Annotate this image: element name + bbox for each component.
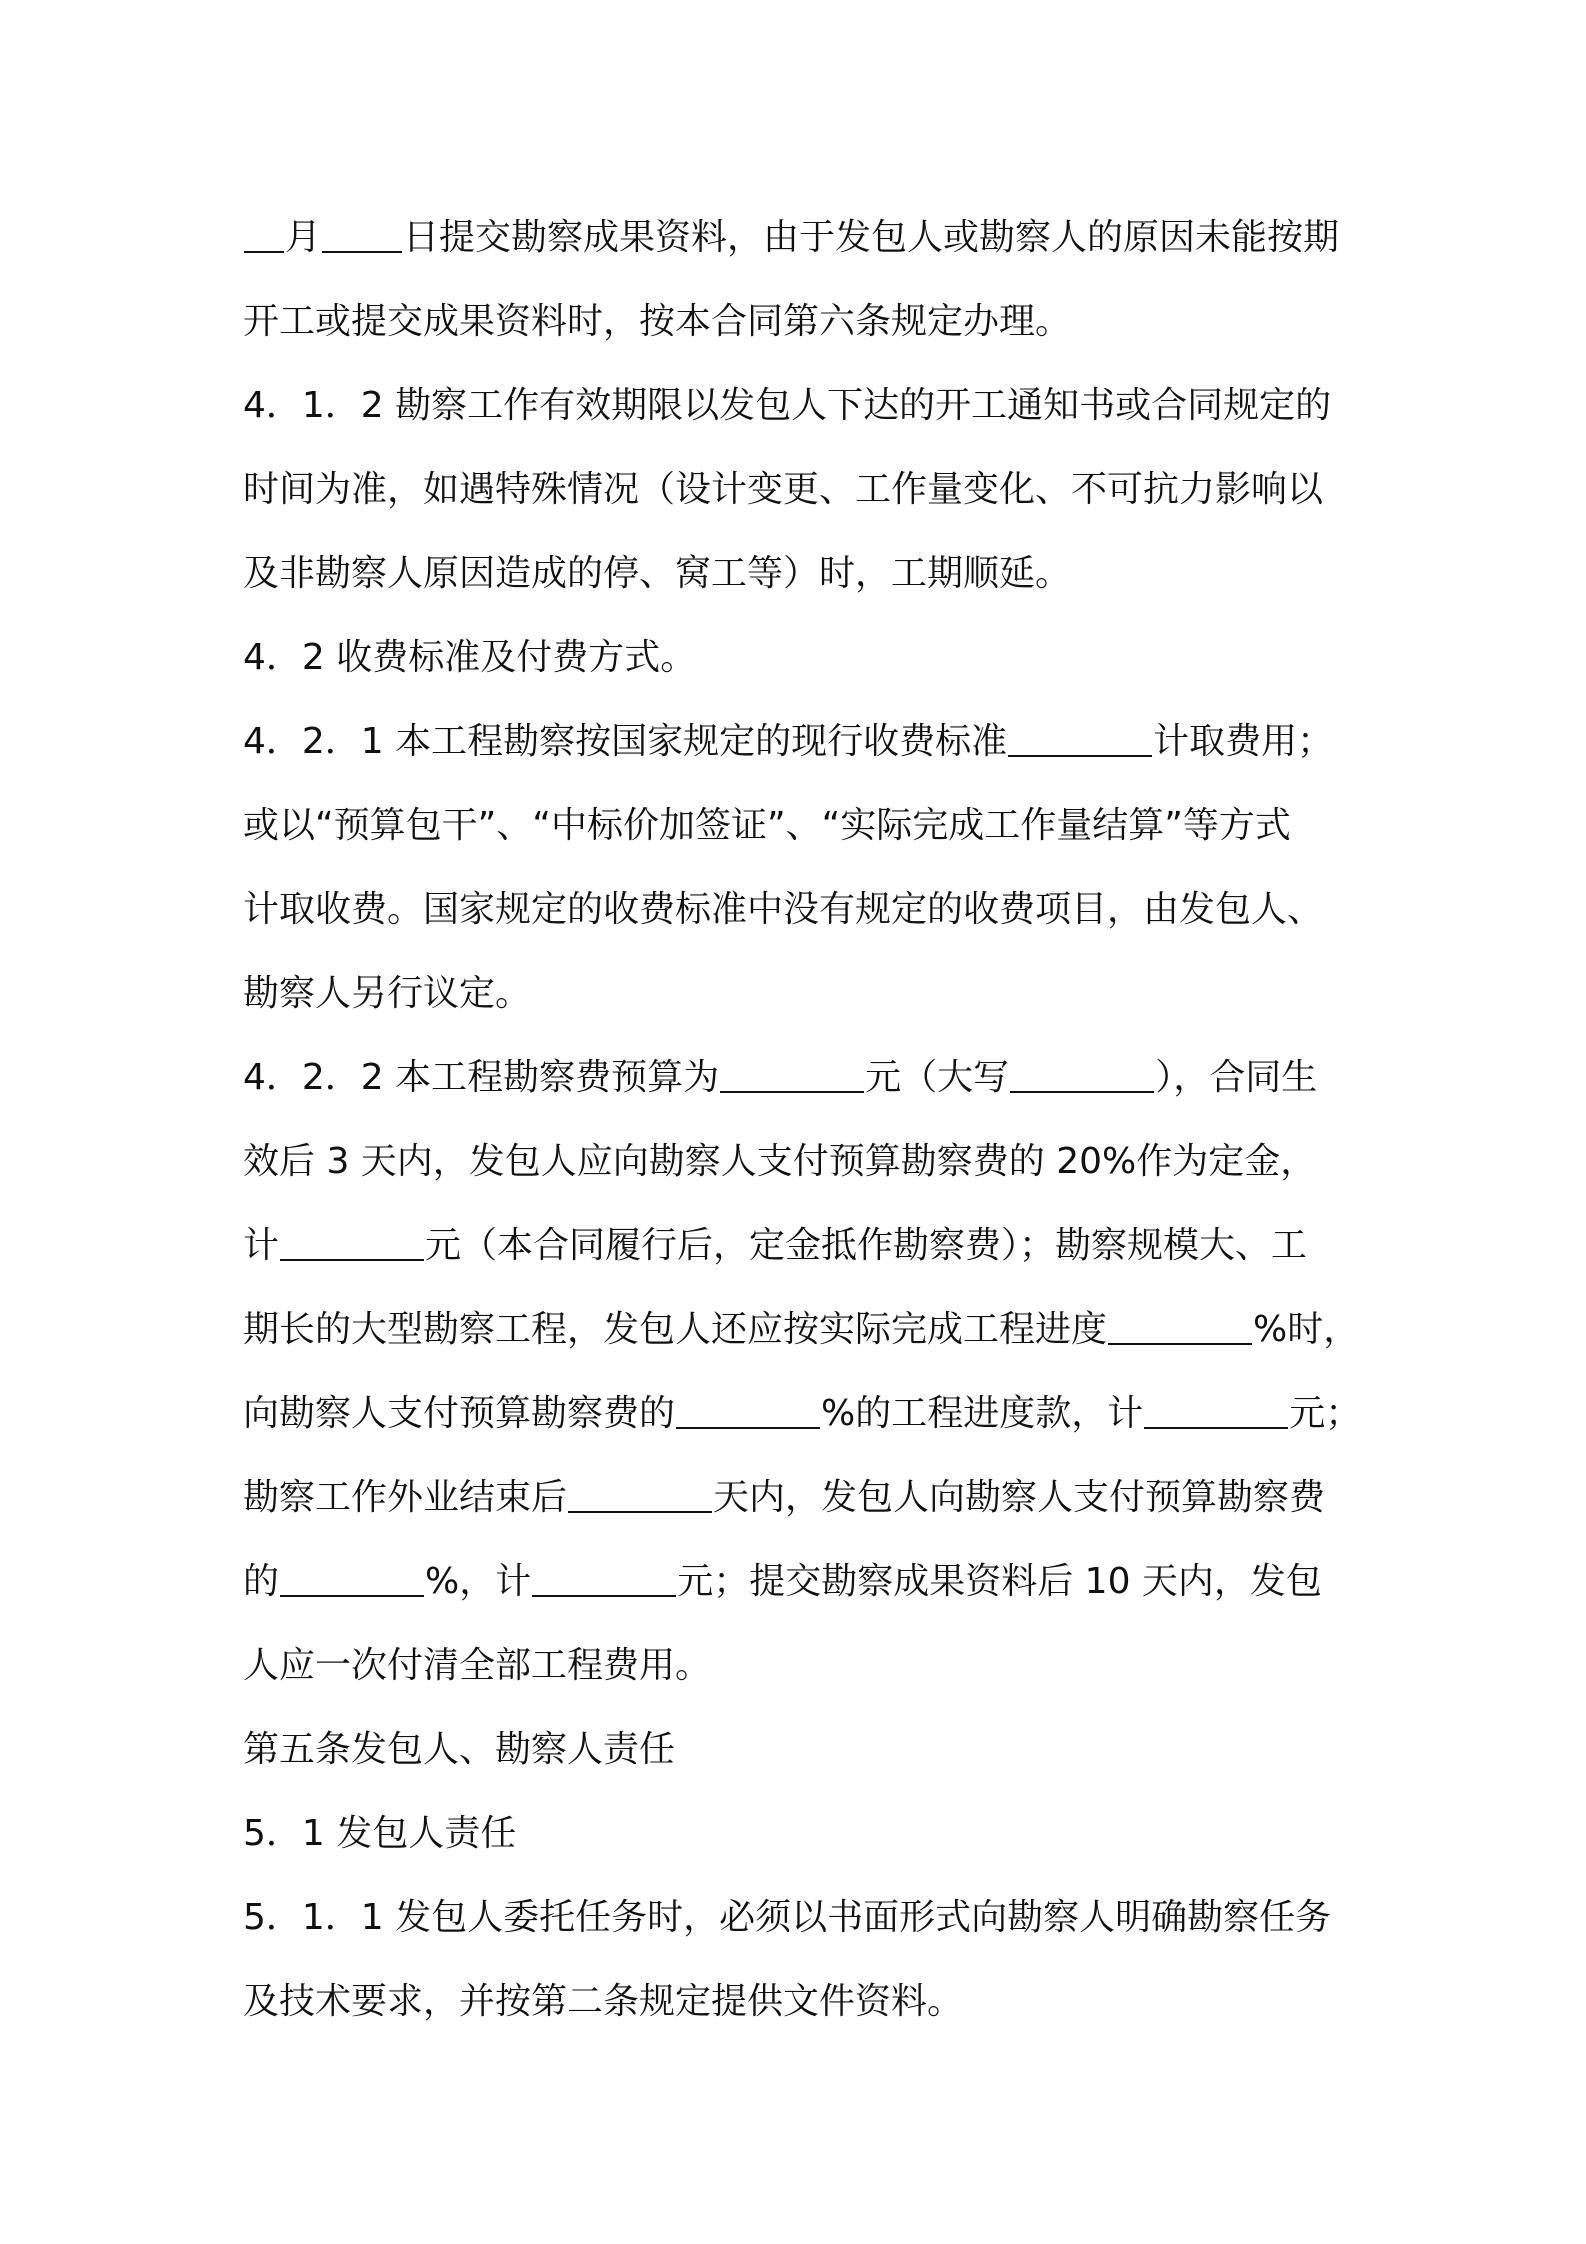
text-line: 勘察工作外业结束后 天内，发包人向勘察人支付预算勘察费 bbox=[243, 1477, 1326, 1518]
text-line: 或以“预算包干”、“中标价加签证”、“实际完成工作量结算”等方式 bbox=[243, 805, 1291, 846]
text-line: 4．2．1 本工程勘察按国家规定的现行收费标准 计取费用； bbox=[243, 721, 1334, 762]
section-heading: 4．2 收费标准及付费方式。 bbox=[243, 637, 697, 678]
text-line: 4．2．2 本工程勘察费预算为 元（大写 ），合同生 bbox=[243, 1057, 1318, 1098]
article-heading: 第五条发包人、勘察人责任 bbox=[243, 1729, 676, 1770]
fill-blank bbox=[244, 217, 284, 253]
fill-blank bbox=[1010, 1057, 1154, 1093]
text-line: 月 日提交勘察成果资料，由于发包人或勘察人的原因未能按期 bbox=[243, 196, 1373, 280]
text-line: 及非勘察人原因造成的停、窝工等）时，工期顺延。 bbox=[243, 553, 1072, 594]
text-line: 的 %，计 元；提交勘察成果资料后 10 天内，发包 bbox=[243, 1561, 1322, 1602]
text-line: 期长的大型勘察工程，发包人还应按实际完成工程进度 %时， bbox=[243, 1309, 1360, 1350]
text-line: 向勘察人支付预算勘察费的 %的工程进度款，计 元； bbox=[243, 1393, 1362, 1434]
fill-blank bbox=[676, 1393, 820, 1429]
fill-blank bbox=[720, 1057, 864, 1093]
text-line: 5．1．1 发包人委托任务时，必须以书面形式向勘察人明确勘察任务 bbox=[243, 1897, 1332, 1938]
fill-blank bbox=[1108, 1309, 1252, 1345]
text-line: 时间为准，如遇特殊情况（设计变更、工作量变化、不可抗力影响以 bbox=[243, 469, 1324, 510]
fill-blank bbox=[532, 1561, 676, 1597]
text-line: 及技术要求，并按第二条规定提供文件资料。 bbox=[243, 1981, 964, 2022]
text-line: 计 元（本合同履行后，定金抵作勘察费）；勘察规模大、工 bbox=[243, 1225, 1308, 1266]
text-line: 勘察人另行议定。 bbox=[243, 973, 532, 1014]
fill-blank bbox=[322, 217, 402, 253]
fill-blank bbox=[280, 1225, 424, 1261]
text-line: 开工或提交成果资料时，按本合同第六条规定办理。 bbox=[243, 301, 1072, 342]
section-heading: 5．1 发包人责任 bbox=[243, 1813, 517, 1854]
text-line: 效后 3 天内，发包人应向勘察人支付预算勘察费的 20%作为定金， bbox=[243, 1141, 1317, 1182]
text-line: 4．1．2 勘察工作有效期限以发包人下达的开工通知书或合同规定的 bbox=[243, 385, 1332, 426]
fill-blank bbox=[568, 1477, 712, 1513]
fill-blank bbox=[280, 1561, 424, 1597]
fill-blank bbox=[1008, 721, 1152, 757]
text-line: 计取收费。国家规定的收费标准中没有规定的收费项目，由发包人、 bbox=[243, 889, 1324, 930]
contract-text bbox=[243, 196, 1373, 2044]
fill-blank bbox=[1144, 1393, 1288, 1429]
text-line: 人应一次付清全部工程费用。 bbox=[243, 1645, 712, 1686]
